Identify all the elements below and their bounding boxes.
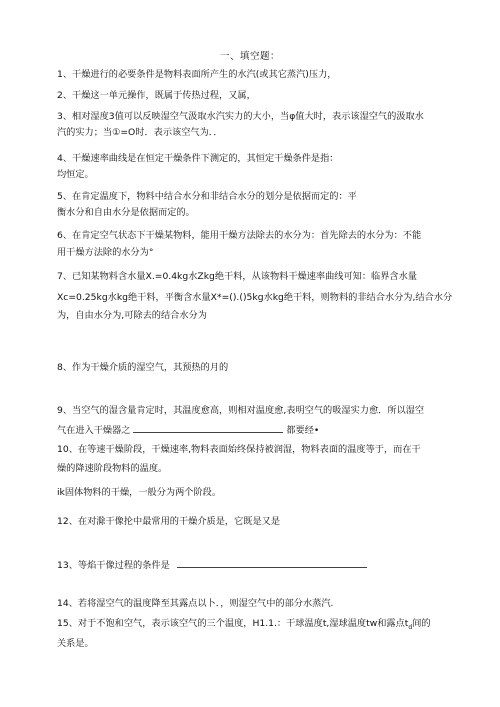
question-14: 14、若将湿空气的温度降至其露点以卜．，则湿空气中的部分水蒸汽. xyxy=(57,598,334,609)
question-9-line-2-text: 气在进入干燥器之 xyxy=(57,425,131,436)
question-4-continued: 均恒定。 xyxy=(57,169,94,180)
question-13 xyxy=(57,558,467,572)
question-3-line-1: 3、相对湿度3值可以反映湿空气汲取水汽实力的大小，当φ值大时，表示该湿空气的汲取水 xyxy=(57,111,424,122)
question-3-line-2: 汽的实力；当①=O时．表示该空气为．． xyxy=(57,127,223,138)
answer-blank xyxy=(133,423,283,433)
question-6-line-2: 用干燥方法除的水分为° xyxy=(57,247,154,258)
dew-point-subscript: d xyxy=(408,623,413,631)
question-15-line-1-text: 15、对于不饱和空气，表示该空气的三个温度，H1.1.：干球温度t,湿球温度tw和露点t xyxy=(57,618,409,629)
answer-blank xyxy=(177,558,367,568)
question-10-line-2: 燥的降速阶段物料的温度。 xyxy=(57,463,168,474)
question-15-line-1 xyxy=(57,617,467,634)
question-1: 1、干燥进行的必要条件是物料表面所产生的水汽(或其它蒸汽)压力， xyxy=(57,69,337,80)
question-10-line-1: 10、在等速干燥阶段，干燥速率,物料表面始终保持被润湿，物料表面的温度等于，而在干 xyxy=(57,444,421,455)
question-13-text: 13、等焰干像过程的条件是 xyxy=(57,560,170,571)
question-9-line-1: 9、当空气的湿含量肯定时，其温度愈高，则相对温度愈,表明空气的吸湿实力愈．所以湿空 xyxy=(57,405,425,416)
question-5-line-1: 5、在肯定温度下，物料中结合水分和非结合水分的划分是依据而定的：平 xyxy=(57,191,357,202)
question-4: 4、干燥速率曲线是在恒定干燥条件下测定的，其恒定干燥条件是指： xyxy=(57,153,339,164)
question-8: 8、作为干燥介质的湿空气，其预热的月的 xyxy=(57,362,229,373)
question-15-line-1-end: 间的 xyxy=(412,618,431,629)
question-7-line-2: Xc=0.25kg水kg绝干料，平衡含水量X*=().()5kg水kg绝干料，则物料的非结合水分为,结合水分 xyxy=(57,292,453,303)
question-12: 12、在对滁干像抡中最常用的干燥介质是，它既是又是 xyxy=(57,516,281,527)
question-15-line-2: 关系是。 xyxy=(57,638,94,649)
question-7-line-3: 为，自由水分为,可除去的结合水分为 xyxy=(57,310,207,321)
section-title: 一、填空题： xyxy=(219,51,280,62)
question-5-line-2: 衡水分和自由水分是依据而定的。 xyxy=(57,207,195,218)
question-11: ik固体物料的干燥，一般分为两个阶段。 xyxy=(57,487,222,498)
question-7-line-1: 7、已知某物料含水量X.=0.4kg水Zkg绝干料，从该物料干燥速率曲线可知：临界含水量 xyxy=(57,271,417,282)
question-9-line-2 xyxy=(57,423,467,437)
question-6-line-1: 6、在肯定空气状态下干燥某物料，能用干燥方法除去的水分为：首先除去的水分为：不能 xyxy=(57,230,422,241)
question-2: 2、干燥这一单元操作，既属于传热过程，又属， xyxy=(57,90,256,101)
question-9-line-2-end: 都要经• xyxy=(286,425,320,436)
